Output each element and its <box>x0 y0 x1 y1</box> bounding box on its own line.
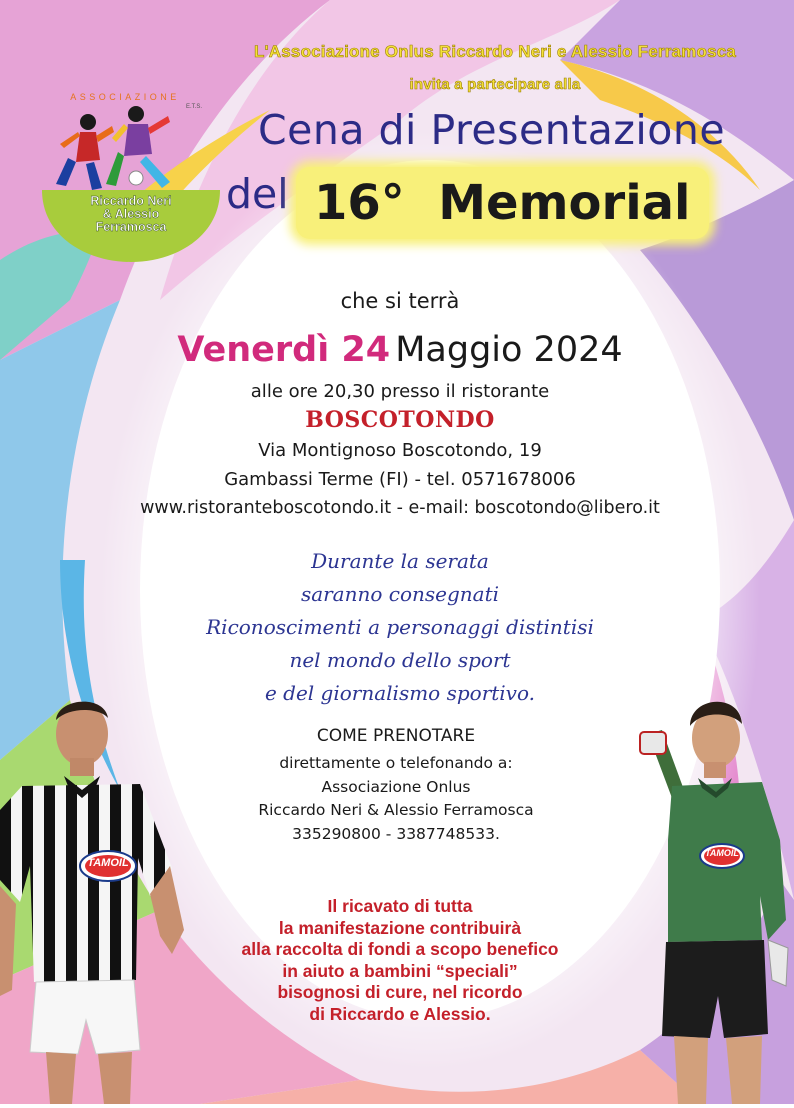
booking-line: Riccardo Neri & Alessio Ferramosca <box>258 801 534 819</box>
charity-line: Il ricavato di tutta <box>327 896 473 916</box>
event-day: Venerdì 24 <box>177 330 391 370</box>
left-sponsor-text: TAMOIL <box>87 857 129 869</box>
association-logo <box>36 86 226 264</box>
title-line1: Cena di Presentazione <box>258 106 726 154</box>
charity-line: in aiuto a bambini “speciali” <box>282 960 518 981</box>
awards-line: Durante la serata <box>311 549 489 573</box>
booking-line: 335290800 - 3387748533. <box>292 824 500 843</box>
awards-line: e del giornalismo sportivo. <box>264 681 536 705</box>
logo-arc-text: ASSOCIAZIONE <box>70 92 180 102</box>
awards-block <box>150 545 650 710</box>
right-sponsor-text: TAMOIL <box>705 848 739 858</box>
event-intro: che si terrà <box>340 289 460 313</box>
charity-line: la manifestazione contribuirà <box>278 917 522 938</box>
header-association-line: L'Associazione Onlus Riccardo Neri e Alessio Ferramosca <box>253 42 737 61</box>
awards-line: nel mondo dello sport <box>289 648 511 672</box>
logo-name-line1: Riccardo Neri <box>90 194 172 208</box>
charity-block <box>190 896 610 1025</box>
event-date <box>100 330 700 370</box>
player-photo-right <box>628 690 794 1104</box>
player-left-figure <box>56 114 114 190</box>
booking-title: COME PRENOTARE <box>316 726 476 746</box>
title-memorial-highlight <box>296 167 709 239</box>
event-time-place: alle ore 20,30 presso il ristorante <box>250 381 550 402</box>
booking-block <box>196 752 596 846</box>
logo-ets-suffix: E.T.S. <box>186 104 203 110</box>
title-del: del <box>226 170 289 218</box>
event-venue: BOSCOTONDO <box>305 407 495 433</box>
charity-line: di Riccardo e Alessio. <box>309 1003 491 1024</box>
event-address: Via Montignoso Boscotondo, 19 <box>258 440 542 461</box>
event-web-email: www.ristoranteboscotondo.it - e-mail: boscotondo@libero.it <box>140 498 660 518</box>
event-month-year: Maggio 2024 <box>395 330 623 370</box>
booking-line: Associazione Onlus <box>321 777 471 796</box>
booking-line: direttamente o telefonando a: <box>279 754 513 772</box>
logo-name-line3: Ferramosca <box>95 220 167 234</box>
event-city-phone: Gambassi Terme (FI) - tel. 0571678006 <box>224 469 576 490</box>
title-memorial-text: 16° Memorial <box>314 175 691 231</box>
awards-line: saranno consegnati <box>300 582 500 606</box>
header-invite-line: invita a partecipare alla <box>409 76 581 93</box>
player-right-figure <box>106 106 170 188</box>
logo-name-line2: & Alessio <box>102 207 160 221</box>
logo-name-block <box>64 195 198 234</box>
player-photo-left <box>0 690 200 1104</box>
charity-line: bisognosi di cure, nel ricordo <box>277 982 523 1002</box>
awards-line: Riconoscimenti a personaggi distintisi <box>206 615 594 639</box>
charity-line: alla raccolta di fondi a scopo benefico <box>241 939 559 959</box>
